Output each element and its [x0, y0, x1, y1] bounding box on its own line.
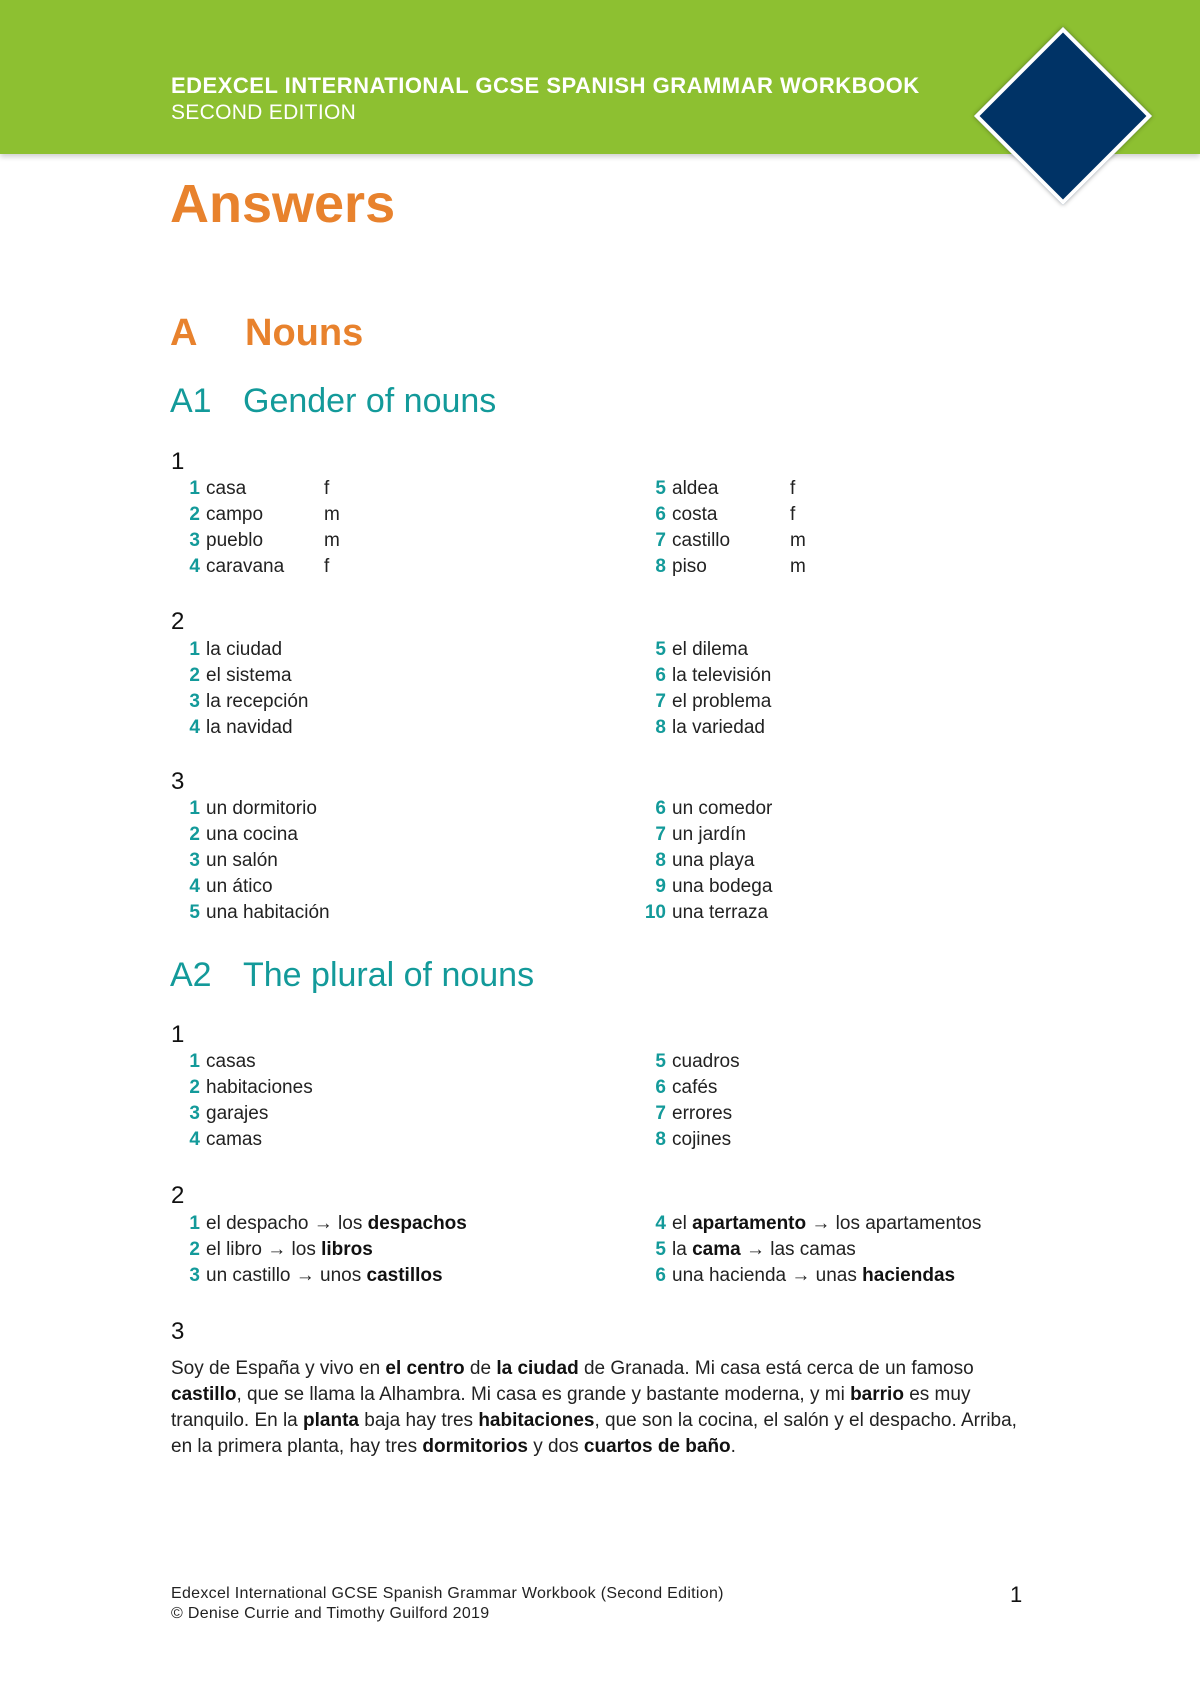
page-title: Answers	[170, 174, 396, 234]
item-number: 3	[189, 691, 200, 712]
answer-item	[176, 715, 308, 741]
answer-text: una bodega	[672, 876, 773, 897]
item-number: 4	[189, 556, 200, 577]
section-letter: A	[170, 312, 198, 354]
item-number: 6	[655, 504, 666, 525]
noun-word: costa	[672, 504, 718, 525]
answer-item	[642, 554, 806, 580]
exercise-number: 3	[171, 1318, 185, 1345]
answer-text	[200, 1237, 373, 1263]
answer-item	[642, 689, 771, 715]
item-number: 1	[189, 639, 200, 660]
highlighted-answer: la ciudad	[496, 1358, 579, 1379]
item-number: 6	[655, 1265, 666, 1286]
item-number: 1	[189, 1051, 200, 1072]
item-number: 7	[655, 691, 666, 712]
item-number: 1	[189, 478, 200, 499]
item-number: 7	[655, 530, 666, 551]
answer-item	[642, 637, 771, 663]
noun-gender: f	[324, 478, 330, 499]
answer-text: una terraza	[672, 902, 769, 923]
item-number: 6	[655, 798, 666, 819]
answer-item	[176, 528, 340, 554]
paragraph-text: Soy de España y vivo en	[171, 1358, 386, 1379]
item-number: 1	[189, 798, 200, 819]
item-number: 5	[189, 902, 200, 923]
answer-item	[176, 1101, 313, 1127]
answer-text: la variedad	[672, 717, 765, 738]
paragraph-text: , que se llama la Alhambra. Mi casa es grande y bastante moderna, y mi	[236, 1384, 851, 1405]
workbook-title: EDEXCEL INTERNATIONAL GCSE SPANISH GRAMMAR WORKBOOK	[171, 73, 920, 98]
noun-word: aldea	[672, 478, 719, 499]
answer-fragment: la	[672, 1239, 693, 1260]
answer-item	[642, 796, 772, 822]
answer-list-right	[642, 796, 772, 926]
answer-item	[642, 1263, 981, 1289]
answer-item	[642, 1075, 740, 1101]
noun-word: pueblo	[206, 530, 264, 551]
item-number: 2	[189, 1077, 200, 1098]
item-number: 9	[655, 876, 666, 897]
paragraph-text: de Granada. Mi casa está cerca de un famoso	[578, 1358, 974, 1379]
answer-item	[176, 663, 308, 689]
highlighted-answer: haciendas	[862, 1265, 956, 1286]
noun-gender: f	[790, 504, 796, 525]
section-heading	[170, 311, 363, 355]
item-number: 3	[189, 1103, 200, 1124]
paragraph-text: .	[730, 1436, 736, 1457]
noun-gender: m	[790, 556, 806, 577]
answer-text: la ciudad	[206, 639, 283, 660]
answer-list-right	[642, 1211, 981, 1289]
answer-list-left	[176, 1211, 467, 1289]
footer	[171, 1584, 724, 1624]
highlighted-answer: planta	[303, 1410, 359, 1431]
answer-text: el dilema	[672, 639, 749, 660]
item-number: 7	[655, 1103, 666, 1124]
highlighted-answer: habitaciones	[478, 1410, 595, 1431]
item-number: 5	[655, 1239, 666, 1260]
answer-item	[642, 822, 772, 848]
answer-text: una playa	[672, 850, 755, 871]
item-number: 2	[189, 1239, 200, 1260]
answer-list-left	[176, 796, 330, 926]
answer-item	[642, 528, 806, 554]
highlighted-answer: barrio	[850, 1384, 904, 1405]
answer-item	[642, 1237, 981, 1263]
highlighted-answer: cama	[692, 1239, 741, 1260]
answer-text: un ático	[206, 876, 273, 897]
answer-text	[200, 1263, 443, 1289]
answer-item	[642, 874, 772, 900]
item-number: 8	[655, 556, 666, 577]
answer-paragraph	[171, 1356, 1037, 1460]
workbook-edition: SECOND EDITION	[171, 101, 357, 124]
subsection-number: A1	[170, 382, 212, 420]
paragraph-text: es muy tranquilo. En la	[171, 1384, 971, 1431]
answer-text: un dormitorio	[206, 798, 317, 819]
item-number: 4	[655, 1213, 666, 1234]
noun-gender: m	[790, 530, 806, 551]
item-number: 5	[655, 1051, 666, 1072]
answer-text: un comedor	[672, 798, 773, 819]
answer-item	[176, 1211, 467, 1237]
answer-item	[642, 900, 772, 926]
subsection-title: The plural of nouns	[243, 956, 535, 994]
subsection-heading-a1	[170, 381, 496, 421]
subsection-title: Gender of nouns	[243, 382, 497, 420]
answer-item	[642, 1211, 981, 1237]
answer-fragment: → las camas	[740, 1239, 856, 1260]
answer-text	[666, 1211, 981, 1237]
answer-item	[176, 1237, 467, 1263]
highlighted-answer: castillos	[366, 1265, 443, 1286]
answer-list-left	[176, 476, 340, 580]
answer-item	[642, 476, 806, 502]
answer-text: la televisión	[672, 665, 772, 686]
answer-text: la navidad	[206, 717, 293, 738]
exercise-number: 2	[171, 1182, 185, 1209]
answer-text: habitaciones	[206, 1077, 313, 1098]
footer-copyright: © Denise Currie and Timothy Guilford 2019	[171, 1605, 490, 1622]
highlighted-answer: el centro	[385, 1358, 465, 1379]
answer-fragment: una hacienda → unas	[672, 1265, 863, 1286]
answer-text: camas	[206, 1129, 262, 1150]
item-number: 6	[655, 665, 666, 686]
exercise-number: 1	[171, 448, 185, 475]
item-number: 5	[655, 639, 666, 660]
answer-text: el sistema	[206, 665, 292, 686]
answer-text: cafés	[672, 1077, 718, 1098]
highlighted-answer: despachos	[367, 1213, 467, 1234]
highlighted-answer: castillo	[171, 1384, 237, 1405]
item-number: 4	[189, 876, 200, 897]
paragraph-text: y dos	[527, 1436, 584, 1457]
answer-fragment: el despacho → los	[206, 1213, 368, 1234]
answer-item	[642, 848, 772, 874]
answer-text: un salón	[206, 850, 278, 871]
answer-text: el problema	[672, 691, 772, 712]
item-number: 7	[655, 824, 666, 845]
answer-item	[176, 502, 340, 528]
answer-item	[176, 1049, 313, 1075]
item-number: 8	[655, 850, 666, 871]
answer-item	[176, 1075, 313, 1101]
answer-item	[642, 715, 771, 741]
answer-text: una cocina	[206, 824, 298, 845]
answer-list-left	[176, 637, 308, 741]
exercise-number: 2	[171, 608, 185, 635]
noun-word: piso	[672, 556, 707, 577]
item-number: 3	[189, 530, 200, 551]
paragraph-text: de	[464, 1358, 497, 1379]
item-number: 2	[189, 824, 200, 845]
answer-text: cuadros	[672, 1051, 740, 1072]
answer-item	[176, 476, 340, 502]
noun-word: caravana	[206, 556, 285, 577]
answer-text	[200, 1211, 467, 1237]
answer-item	[176, 796, 330, 822]
answer-item	[176, 900, 330, 926]
noun-gender: m	[324, 504, 340, 525]
answer-item	[176, 874, 330, 900]
answer-text	[666, 1263, 955, 1289]
answer-fragment: un castillo → unos	[206, 1265, 367, 1286]
answer-list-left	[176, 1049, 313, 1153]
item-number: 2	[189, 665, 200, 686]
paragraph-text: , que son la cocina, el salón y el despacho. Arriba, en la primera planta, hay tres	[171, 1410, 1017, 1457]
answer-text: la recepción	[206, 691, 309, 712]
answer-text: una habitación	[206, 902, 330, 923]
item-number: 2	[189, 504, 200, 525]
paragraph-text: baja hay tres	[358, 1410, 479, 1431]
answer-fragment: → los apartamentos	[806, 1213, 982, 1234]
answer-item	[176, 822, 330, 848]
item-number: 8	[655, 717, 666, 738]
answer-item	[176, 689, 308, 715]
answer-fragment: el libro → los	[206, 1239, 322, 1260]
highlighted-answer: apartamento	[692, 1213, 807, 1234]
answer-item	[176, 1127, 313, 1153]
subsection-heading-a2	[170, 955, 534, 995]
answer-item	[176, 848, 330, 874]
item-number: 8	[655, 1129, 666, 1150]
noun-word: campo	[206, 504, 264, 525]
item-number: 4	[189, 1129, 200, 1150]
answer-text: errores	[672, 1103, 733, 1124]
noun-gender: f	[790, 478, 796, 499]
answer-item	[642, 502, 806, 528]
highlighted-answer: dormitorios	[422, 1436, 528, 1457]
section-title: Nouns	[245, 312, 364, 354]
noun-gender: m	[324, 530, 340, 551]
item-number: 3	[189, 850, 200, 871]
item-number: 1	[189, 1213, 200, 1234]
item-number: 6	[655, 1077, 666, 1098]
answer-item	[642, 1101, 740, 1127]
answer-item	[642, 1127, 740, 1153]
answer-item	[642, 1049, 740, 1075]
answer-item	[176, 637, 308, 663]
page-number: 1	[1010, 1582, 1023, 1607]
answer-text: garajes	[206, 1103, 269, 1124]
answer-list-right	[642, 476, 806, 580]
item-number: 5	[655, 478, 666, 499]
subsection-number: A2	[170, 956, 212, 994]
answer-list-right	[642, 1049, 740, 1153]
item-number: 3	[189, 1265, 200, 1286]
answer-item	[176, 1263, 467, 1289]
noun-word: casa	[206, 478, 247, 499]
item-number: 4	[189, 717, 200, 738]
answer-fragment: el	[672, 1213, 693, 1234]
answer-item	[642, 663, 771, 689]
noun-gender: f	[324, 556, 330, 577]
answer-text: un jardín	[672, 824, 746, 845]
highlighted-answer: cuartos de baño	[583, 1436, 731, 1457]
answer-text: casas	[206, 1051, 256, 1072]
footer-book-title: Edexcel International GCSE Spanish Grammar Workbook (Second Edition)	[171, 1585, 724, 1602]
exercise-number: 3	[171, 768, 185, 795]
answer-list-right	[642, 637, 771, 741]
highlighted-answer: libros	[321, 1239, 373, 1260]
answer-item	[176, 554, 340, 580]
exercise-number: 1	[171, 1021, 185, 1048]
answer-text: cojines	[672, 1129, 732, 1150]
item-number: 10	[644, 902, 666, 923]
answer-text	[666, 1237, 856, 1263]
noun-word: castillo	[672, 530, 731, 551]
